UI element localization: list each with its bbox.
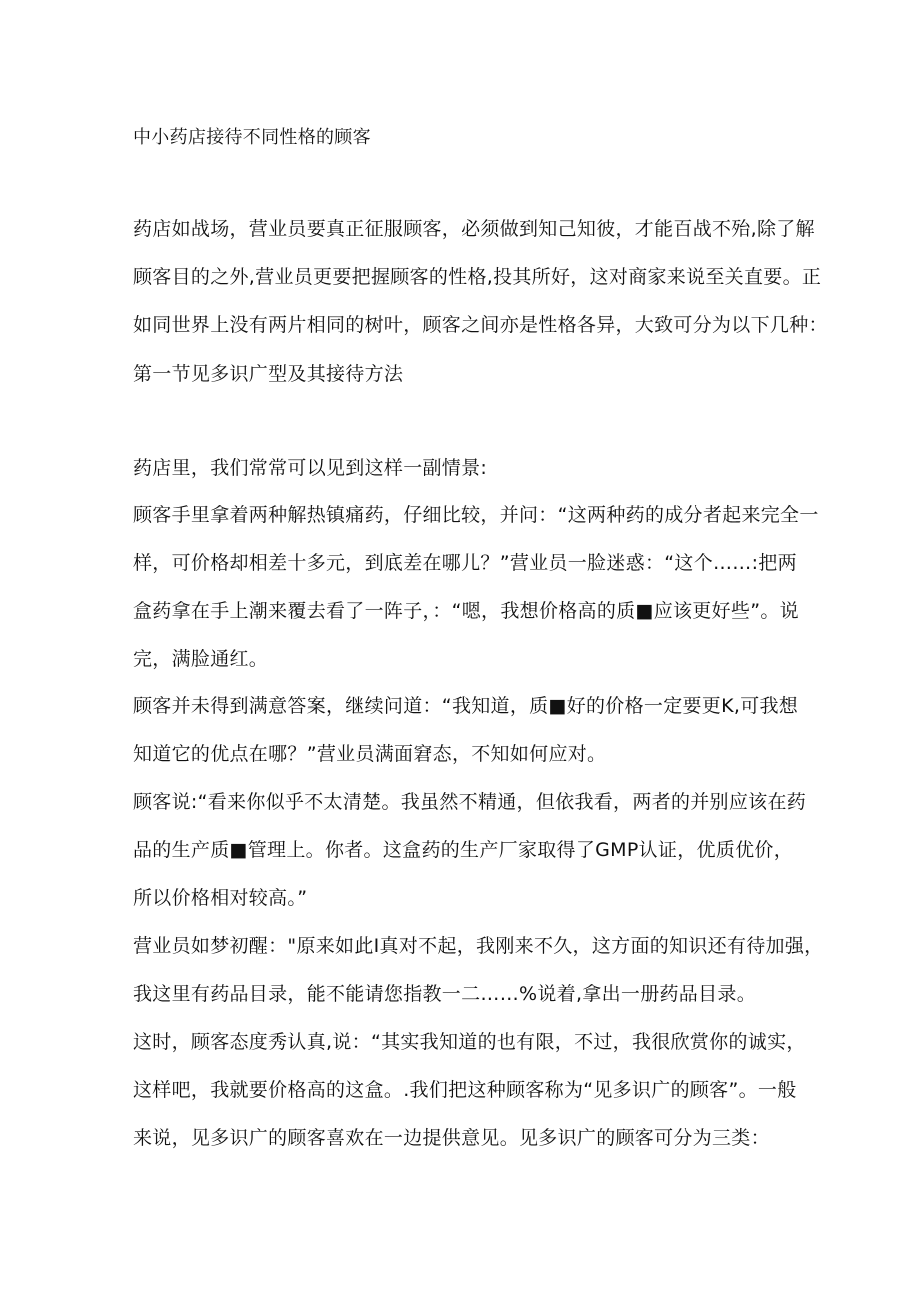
- body-line-10: 所以价格相对较高。”: [133, 887, 308, 909]
- body-line-15: 来说，见多识广的顾客喜欢在一边提供意见。见多识广的顾客可分为三类：: [133, 1127, 770, 1149]
- section-heading: 第一节见多识广型及其接待方法: [133, 363, 404, 385]
- body-line-12: 我这里有药品目录，能不能请您指教一二……%说着,拿出一册药品目录。: [133, 983, 756, 1005]
- body-line-3: 样，可价格却相差十多元，到底差在哪儿？”营业员一脸迷惑：“这个……:把两: [133, 552, 797, 574]
- body-line-6: 顾客并未得到满意答案，继续问道：“我知道，质■好的价格一定要更K,可我想: [133, 695, 799, 717]
- body-line-8: 顾客说:“看来你似乎不太清楚。我虽然不精通，但依我看，两者的并别应该在药: [133, 791, 807, 813]
- body-line-11: 营业员如梦初醒："原来如此I真对不起，我刚来不久，这方面的知识还有待加强，: [133, 935, 824, 957]
- body-line-14: 这样吧，我就要价格高的这盒。.我们把这种顾客称为“见多识广的顾客”。一般: [133, 1079, 797, 1101]
- body-line-7: 知道它的优点在哪？”营业员满面窘态，不知如何应对。: [133, 743, 607, 765]
- body-line-4: 盒药拿在手上潮来覆去看了一阵子，：“嗯，我想价格高的质■应该更好些”。说: [133, 600, 799, 622]
- intro-line-3: 如同世界上没有两片相同的树叶，顾客之间亦是性格各异，大致可分为以下几种：: [133, 314, 828, 336]
- body-line-9: 品的生产质■管理上。你者。这盒药的生产厂家取得了GMP认证，优质优价，: [133, 839, 794, 861]
- body-line-2: 顾客手里拿着两种解热镇痛药，仔细比较，并问：“这两种药的成分者起来完全一: [133, 504, 819, 526]
- body-line-13: 这时，顾客态度秀认真,说：“其实我知道的也有限，不过，我很欣赏你的诚实，: [133, 1031, 806, 1053]
- document-title: 中小药店接待不同性格的顾客: [133, 127, 371, 148]
- intro-line-2: 顾客目的之外,营业员更要把握顾客的性格,投其所好，这对商家来说至关直要。正: [133, 266, 822, 288]
- body-line-5: 完，满脸通红。: [133, 648, 269, 670]
- body-line-1: 药店里，我们常常可以见到这样一副情景:: [133, 457, 488, 479]
- intro-line-1: 药店如战场，营业员要真正征服顾客，必须做到知己知彼，才能百战不殆,除了解: [133, 218, 815, 240]
